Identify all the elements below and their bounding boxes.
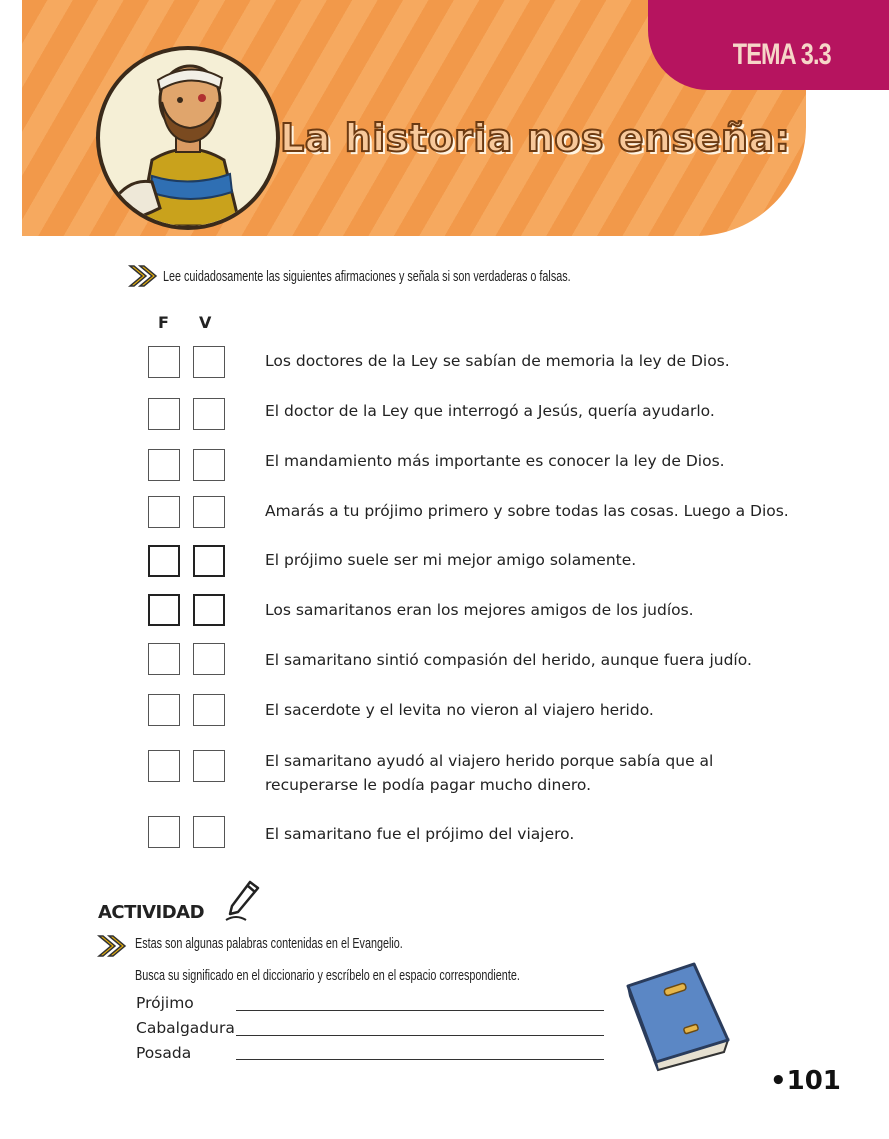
- answer-line-cabalgadura[interactable]: [236, 1035, 604, 1036]
- statement-text: El mandamiento más importante es conocer la ley de Dios.: [265, 452, 725, 470]
- page-number-value: 101: [786, 1066, 841, 1096]
- samaritan-portrait: [96, 46, 280, 230]
- statement-text: El samaritano sintió compasión del herido, aunque fuera judío.: [265, 651, 752, 669]
- column-f-label: F: [158, 313, 169, 332]
- page-number: [770, 1066, 841, 1096]
- checkbox-false[interactable]: [148, 694, 180, 726]
- statement-text: El doctor de la Ley que interrogó a Jesús, quería ayudarlo.: [265, 402, 715, 420]
- statement-text: Los samaritanos eran los mejores amigos de los judíos.: [265, 601, 694, 619]
- page-title: La historia nos enseña:: [280, 116, 791, 160]
- checkbox-true[interactable]: [193, 594, 225, 626]
- instruction-true-false: Lee cuidadosamente las siguientes afirmaciones y señala si son verdaderas o falsas.: [163, 268, 571, 285]
- statement-text: Amarás a tu prójimo primero y sobre todas las cosas. Luego a Dios.: [265, 502, 789, 520]
- activity-instruction-1: Estas son algunas palabras contenidas en el Evangelio.: [135, 935, 403, 952]
- double-chevron-icon: [97, 934, 127, 958]
- checkbox-false[interactable]: [148, 545, 180, 577]
- word-projimo: Prójimo: [136, 994, 194, 1012]
- checkbox-false[interactable]: [148, 816, 180, 848]
- checkbox-true[interactable]: [193, 496, 225, 528]
- statement-text: El prójimo suele ser mi mejor amigo solamente.: [265, 551, 637, 569]
- checkbox-true[interactable]: [193, 643, 225, 675]
- word-cabalgadura: Cabalgadura: [136, 1019, 235, 1037]
- checkbox-true[interactable]: [193, 449, 225, 481]
- checkbox-true[interactable]: [193, 694, 225, 726]
- checkbox-false[interactable]: [148, 346, 180, 378]
- statement-text: El samaritano fue el prójimo del viajero.: [265, 825, 575, 843]
- checkbox-true[interactable]: [193, 750, 225, 782]
- pencil-icon: [222, 880, 262, 924]
- checkbox-true[interactable]: [193, 398, 225, 430]
- checkbox-true[interactable]: [193, 545, 225, 577]
- checkbox-true[interactable]: [193, 816, 225, 848]
- double-chevron-icon: [128, 264, 158, 288]
- checkbox-false[interactable]: [148, 398, 180, 430]
- checkbox-false[interactable]: [148, 643, 180, 675]
- statement-text: El samaritano ayudó al viajero herido porque sabía que al recuperarse le podía pagar mucho dinero.: [265, 752, 714, 794]
- traveler-illustration-icon: [100, 50, 276, 226]
- checkbox-false[interactable]: [148, 449, 180, 481]
- statement-text: El sacerdote y el levita no vieron al viajero herido.: [265, 701, 654, 719]
- answer-line-posada[interactable]: [236, 1059, 604, 1060]
- column-v-label: V: [199, 313, 212, 332]
- statement-text: Los doctores de la Ley se sabían de memoria la ley de Dios.: [265, 352, 730, 370]
- checkbox-false[interactable]: [148, 594, 180, 626]
- checkbox-false[interactable]: [148, 750, 180, 782]
- checkbox-false[interactable]: [148, 496, 180, 528]
- page-number-bullet: •: [770, 1066, 787, 1096]
- word-posada: Posada: [136, 1044, 192, 1062]
- answer-line-projimo[interactable]: [236, 1010, 604, 1011]
- book-icon: [624, 960, 736, 1072]
- tema-label: TEMA 3.3: [732, 38, 831, 71]
- tema-tab: [648, 0, 889, 90]
- activity-heading: ACTIVIDAD: [98, 902, 205, 923]
- checkbox-true[interactable]: [193, 346, 225, 378]
- activity-instruction-2: Busca su significado en el diccionario y escríbelo en el espacio correspondiente.: [135, 967, 520, 984]
